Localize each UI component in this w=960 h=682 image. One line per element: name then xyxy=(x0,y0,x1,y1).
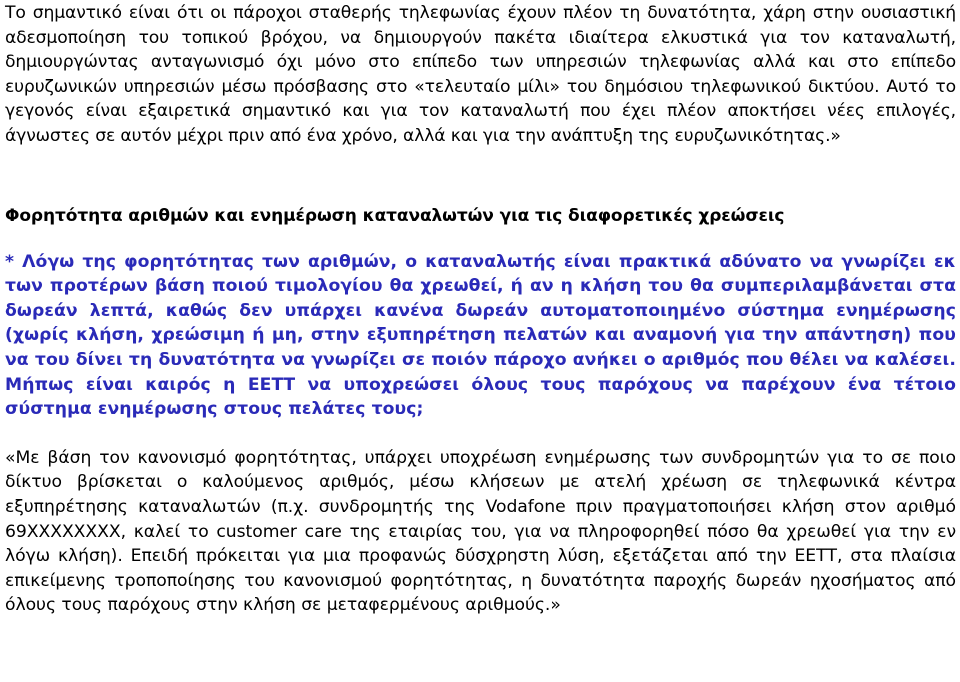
intro-paragraph: Το σημαντικό είναι ότι οι πάροχοι σταθερής τηλεφωνίας έχουν πλέον τη δυνατότητα, χάρη στην ουσιαστική αδεσμοποίηση του τοπικού βρόχου, να δημιουργούν πακέτα ιδιαίτερα ελκυστικά για τον καταναλωτή, δημιουργώντας ανταγωνισμό όχι μόνο στο επίπεδο των υπηρεσιών τηλεφωνίας αλλά και στο επίπεδο ευρυζωνικών υπηρεσιών μέσω πρόσβασης στο «τελευταίο μίλι» του δημόσιου τηλεφωνικού δικτύου. Αυτό το γεγονός είναι εξαιρετικά σημαντικό και για τον καταναλωτή που έχει πλέον αποκτήσει νέες επιλογές, άγνωστες σε αυτόν μέχρι πριν από ένα χρόνο, αλλά και για την ανάπτυξη της ευρυζωνικότητας.» xyxy=(5,3,956,146)
question-paragraph: * Λόγω της φορητότητας των αριθμών, ο καταναλωτής είναι πρακτικά αδύνατο να γνωρίζει εκ των προτέρων βάση ποιού τιμολογίου θα χρεωθεί, ή αν η κλήση του θα συμπεριλαμβάνεται στα δωρεάν λεπτά, καθώς δεν υπάρχει κανένα δωρεάν αυτοματοποιημένο σύστημα ενημέρωσης (χωρίς κλήση, χρεώσιμη ή μη, στην εξυπηρέτηση πελατών και αναμονή για την απάντηση) που να του δίνει τη δυνατότητα να γνωρίζει σε ποιόν πάροχο ανήκει ο αριθμός που θέλει να καλέσει. Μήπως είναι καιρός η ΕΕΤΤ να υποχρεώσει όλους τους παρόχους να παρέχουν ένα τέτοιο σύστημα ενημέρωσης στους πελάτες τους; xyxy=(5,251,956,420)
answer-paragraph: «Με βάση τον κανονισμό φορητότητας, υπάρχει υποχρέωση ενημέρωσης των συνδρομητών για το σε ποιο δίκτυο βρίσκεται ο καλούμενος αριθμός, μέσω κλήσεων με ατελή χρέωση σε τηλεφωνικά κέντρα εξυπηρέτησης καταναλωτών (π.χ. συνδρομητής της Vodafone πριν πραγματοποιήσει κλήση στον αριθμό 69XXXXXXXX, καλεί το customer care της εταιρίας του, για να πληροφορηθεί πόσο θα χρεωθεί για την εν λόγω κλήση). Επειδή πρόκειται για μια προφανώς δύσχρηστη λύση, εξετάζεται από την ΕΕΤΤ, στα πλαίσια επικείμενης τροποποίησης του κανονισμού φορητότητας, η δυνατότητα παροχής δωρεάν ηχοσήματος από όλους τους παρόχους στην κλήση σε μεταφερμένους αριθμούς.» xyxy=(5,447,956,616)
section-heading: Φορητότητα αριθμών και ενημέρωση καταναλωτών για τις διαφορετικές χρεώσεις xyxy=(5,205,785,226)
